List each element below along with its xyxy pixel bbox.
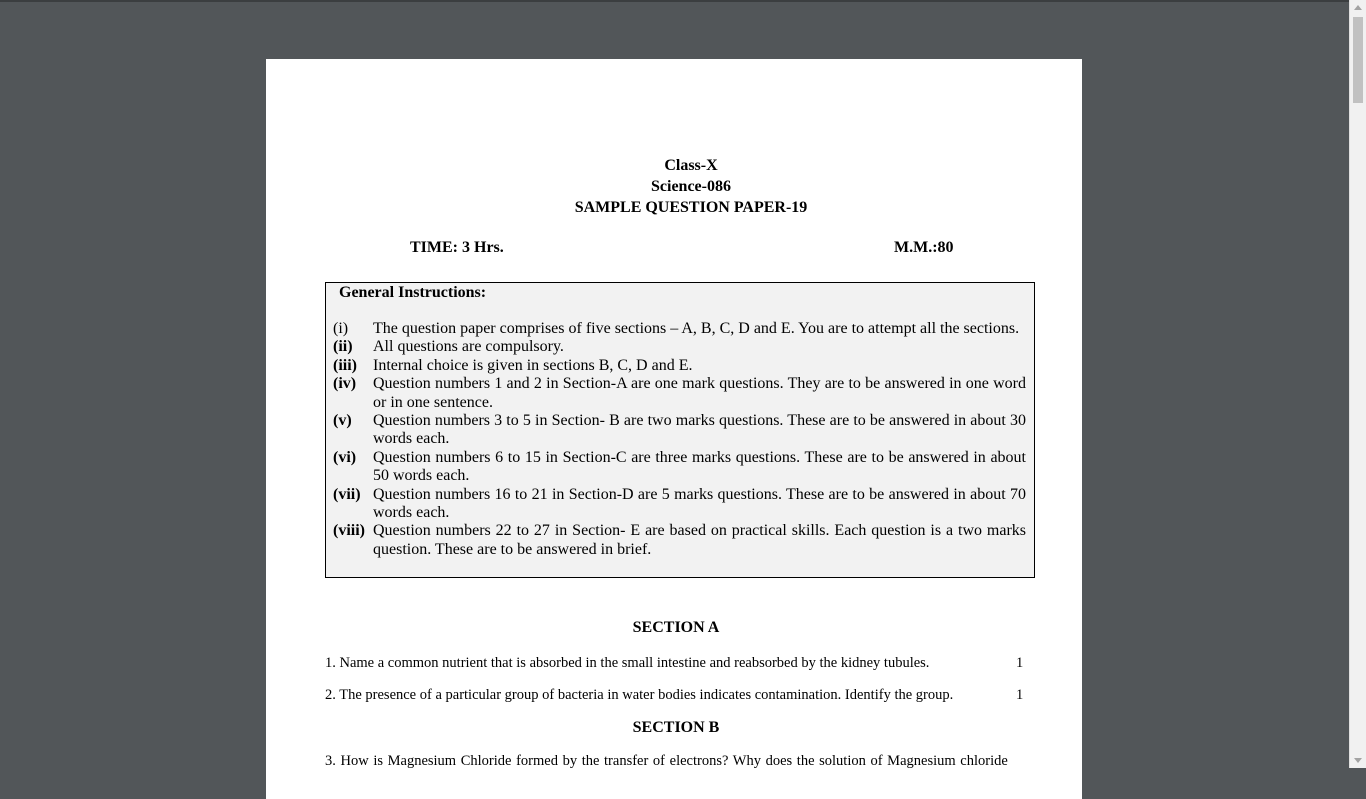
question-3: 3. How is Magnesium Chloride formed by the transfer of electrons? Why does the solution of Magnesium chloride	[325, 753, 1008, 769]
time-label: TIME: 3 Hrs.	[410, 239, 504, 256]
section-b-heading: SECTION B	[632, 719, 720, 736]
question-2: 2. The presence of a particular group of bacteria in water bodies indicates contamination. Identify the group.	[325, 687, 954, 703]
instruction-number: (ii)	[333, 338, 353, 356]
instruction-number: (viii)	[333, 522, 365, 540]
instruction-item	[333, 486, 1026, 523]
instruction-number: (v)	[333, 412, 352, 430]
scrollbar-thumb[interactable]	[1353, 17, 1363, 103]
general-instructions-box	[325, 282, 1035, 578]
instruction-text: Question numbers 1 and 2 in Section-A are one mark questions. They are to be answered in one word or in one sentence.	[373, 375, 1026, 411]
instruction-item	[333, 338, 1026, 356]
viewer-top-edge	[0, 0, 1349, 2]
max-marks-label: M.M.:80	[894, 239, 954, 256]
instruction-number: (iii)	[333, 356, 357, 374]
instruction-text: All questions are compulsory.	[373, 338, 564, 356]
scroll-up-arrow-icon[interactable]	[1354, 5, 1362, 10]
instruction-text: Question numbers 22 to 27 in Section- E are based on practical skills. Each question is a two marks question. These are to be answered in brief.	[373, 522, 1026, 558]
instruction-number: (vi)	[333, 448, 357, 466]
instruction-item	[333, 412, 1026, 449]
instruction-text: Question numbers 6 to 15 in Section-C are three marks questions. These are to be answered in about 50 words each.	[373, 448, 1026, 485]
instruction-text: Question numbers 3 to 5 in Section- B are two marks questions. These are to be answered in about 30 words each.	[373, 412, 1026, 448]
instructions-title: General Instructions:	[339, 284, 487, 301]
class-heading: Class-X	[664, 157, 718, 174]
question-2-marks: 1	[1016, 687, 1024, 703]
instructions-list	[333, 320, 1026, 559]
instruction-item	[333, 357, 1026, 375]
question-1-marks: 1	[1016, 655, 1024, 671]
instruction-text: Question numbers 16 to 21 in Section-D are 5 marks questions. These are to be answered in about 70 words each.	[373, 485, 1026, 522]
document-page	[266, 59, 1082, 799]
paper-title: SAMPLE QUESTION PAPER-19	[574, 199, 808, 216]
instruction-item	[333, 320, 1026, 338]
instruction-item	[333, 522, 1026, 559]
scroll-down-arrow-icon[interactable]	[1354, 758, 1362, 763]
instruction-item	[333, 375, 1026, 412]
question-1: 1. Name a common nutrient that is absorbed in the small intestine and reabsorbed by the kidney tubules.	[325, 655, 930, 671]
vertical-scrollbar[interactable]	[1349, 0, 1366, 768]
instruction-text: Internal choice is given in sections B, C, D and E.	[373, 356, 693, 374]
instruction-number: (iv)	[333, 375, 357, 393]
section-a-heading: SECTION A	[632, 619, 720, 636]
instruction-item	[333, 449, 1026, 486]
instruction-text: The question paper comprises of five sections – A, B, C, D and E. You are to attempt all the sections.	[373, 320, 1020, 337]
instruction-number: (vii)	[333, 485, 361, 503]
subject-heading: Science-086	[651, 178, 731, 195]
instruction-number: (i)	[333, 320, 349, 337]
